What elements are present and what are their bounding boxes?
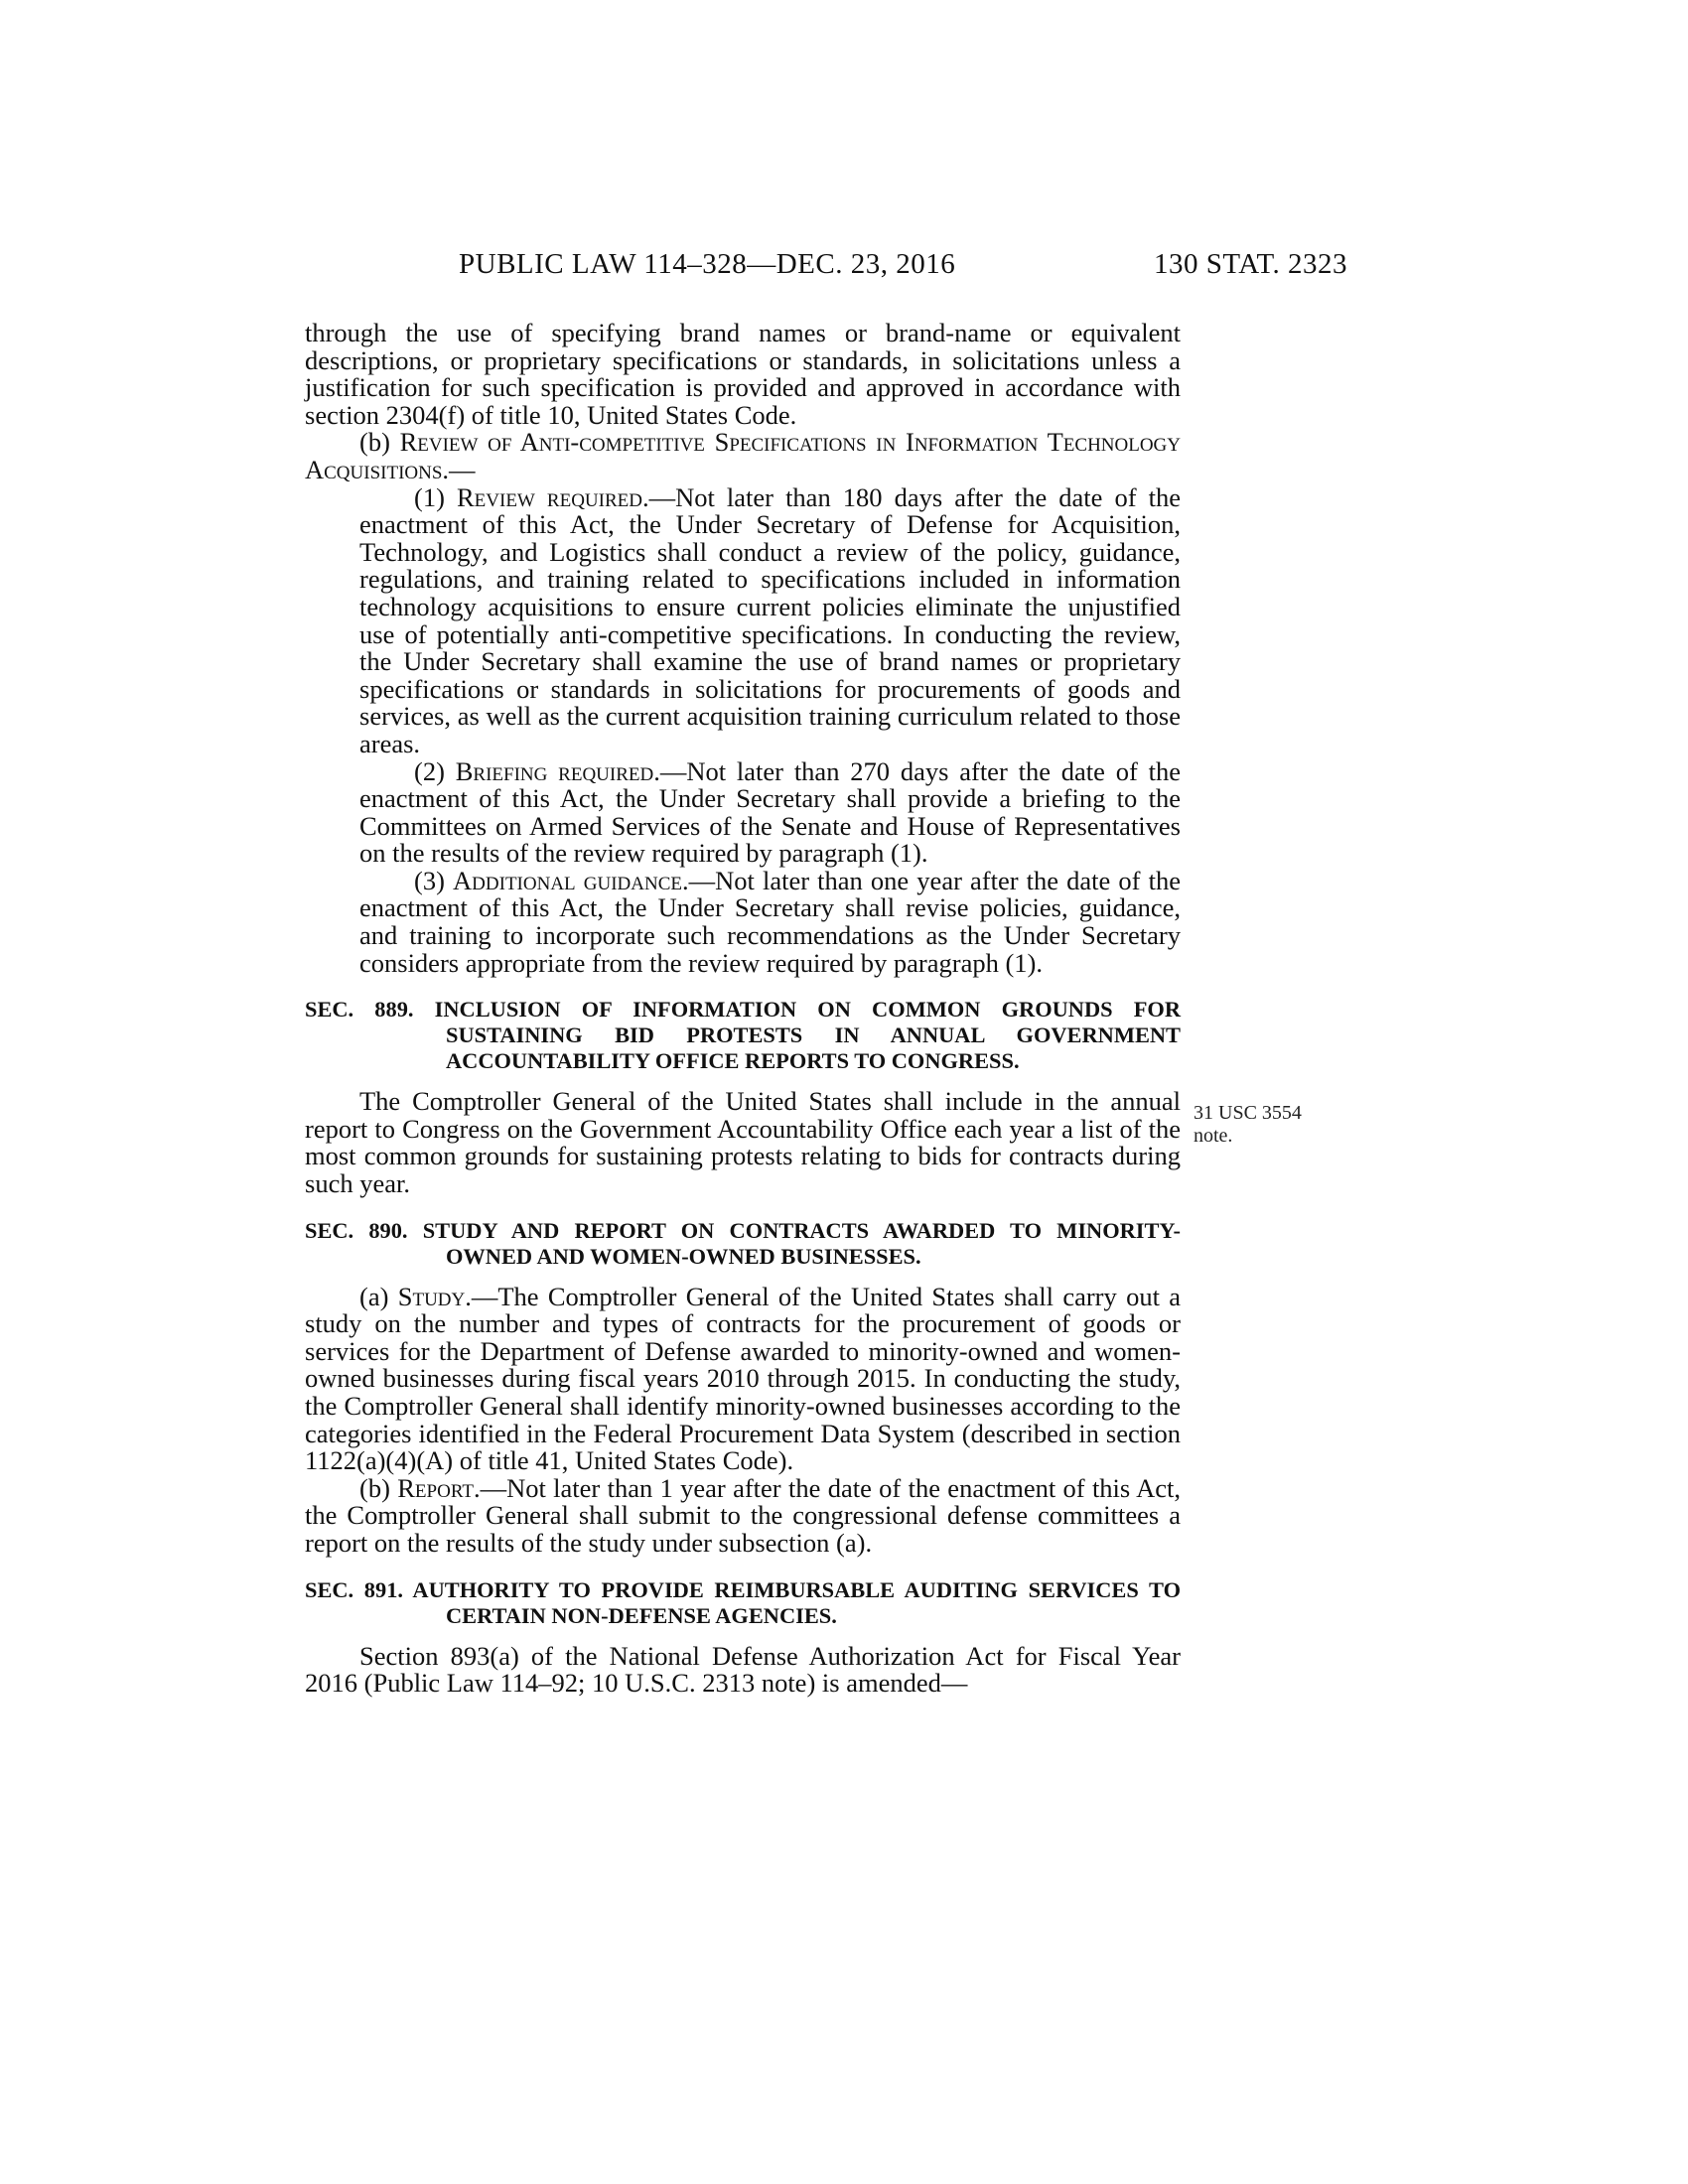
subsection-label: (a) — [359, 1281, 389, 1311]
paragraph-3 — [305, 865, 1182, 978]
paragraph-label: (2) — [414, 755, 445, 786]
paragraph-label: (1) — [414, 481, 445, 512]
em-dash: — — [659, 755, 687, 786]
paragraph-1 — [305, 481, 1182, 758]
subsection-heading: Report. — [397, 1472, 481, 1503]
margin-note-line: note. — [1194, 1125, 1233, 1147]
document-body — [305, 320, 1181, 1698]
em-dash: — — [449, 454, 476, 484]
em-dash: — — [688, 865, 716, 895]
paragraph-heading: Briefing required. — [455, 755, 660, 786]
continuation-paragraph: through the use of specifying brand names or brand-name or equivalent descriptions, or proprietary specifications or standards, in solicitations unless a justification for such specification is provided and approved in accordance with section 2304(f) of title 10, United States Code. — [305, 318, 1181, 430]
section-title: INCLUSION OF INFORMATION ON COMMON GROUNDS FOR SUSTAINING BID PROTESTS IN ANNUAL GOVERNMENT ACCOUNTABILITY OFFICE REPORTS TO CONGRESS. — [434, 997, 1182, 1074]
em-dash: — — [648, 481, 676, 512]
section-889-heading — [305, 997, 1181, 1074]
margin-citation-note — [1194, 1102, 1302, 1148]
em-dash: — — [471, 1281, 498, 1311]
section-number: SEC. 891. — [305, 1576, 403, 1602]
subsection-label: (b) — [359, 427, 390, 458]
paragraph-text: Not later than one year after the date of the enactment of this Act, the Under Secretary shall revise policies, guidance, and training to incorporate such recommendations as the Under Secretary considers appropriate from the review required by paragraph (1). — [359, 865, 1182, 978]
subsection-heading: Review of Anti-competitive Specifications in Information Technology Acquisitions. — [305, 427, 1181, 484]
margin-note-line: 31 USC 3554 — [1194, 1102, 1302, 1124]
section-891-heading — [305, 1577, 1181, 1629]
paragraph-text: Not later than 180 days after the date of the enactment of this Act, the Under Secretary of Defense for Acquisition, Technology, and Logistics shall conduct a review of the policy, guidance, regulations, and training related to specifications included in information technology acquisitions to ensure current policies eliminate the unjustified use of potentially anti-competitive specifications. In conducting the review, the Under Secretary shall examine the use of brand names or proprietary specifications or standards in solicitations for procurements of goods and services, as well as the current acquisition training curriculum related to those areas. — [359, 481, 1182, 758]
section-title: AUTHORITY TO PROVIDE REIMBURSABLE AUDITING SERVICES TO CERTAIN NON-DEFENSE AGENCIES. — [412, 1576, 1182, 1628]
section-number: SEC. 890. — [305, 1217, 408, 1243]
subsection-heading: Study. — [397, 1281, 472, 1311]
section-889-text: The Comptroller General of the United States shall include in the annual report to Congress on the Government Accountability Office each year a list of the most common grounds for sustaining protests relating to bids for contracts during such year. — [305, 1086, 1181, 1199]
section-890-subsection-a — [305, 1281, 1181, 1476]
subsection-text: Not later than 1 year after the date of the enactment of this Act, the Comptroller General shall submit to the congressional defense committees a report on the results of the study under subsection (a). — [305, 1472, 1181, 1558]
em-dash: — — [480, 1472, 507, 1503]
paragraph-heading: Review required. — [456, 481, 649, 512]
subsection-text: The Comptroller General of the United States shall carry out a study on the number and types of contracts for the procurement of goods or services for the Department of Defense awarded to minority-owned and women-owned businesses during fiscal years 2010 through 2015. In conducting the study, the Comptroller General shall identify minority-owned businesses according to the categories identified in the Federal Procurement Data System (described in section 1122(a)(4)(A) of title 41, United States Code). — [305, 1281, 1181, 1476]
section-891-text: Section 893(a) of the National Defense Authorization Act for Fiscal Year 2016 (Public Law 114–92; 10 U.S.C. 2313 note) is amended— — [305, 1640, 1181, 1699]
paragraph-label: (3) — [414, 865, 445, 895]
paragraph-2 — [305, 755, 1182, 869]
paragraph-heading: Additional guidance. — [453, 865, 689, 895]
subsection-b-heading — [305, 429, 1181, 483]
statute-page-reference: 130 STAT. 2323 — [1154, 248, 1348, 280]
section-890-heading — [305, 1218, 1181, 1270]
page-header — [0, 248, 1688, 288]
section-title: STUDY AND REPORT ON CONTRACTS AWARDED TO MINORITY-OWNED AND WOMEN-OWNED BUSINESSES. — [422, 1217, 1182, 1269]
section-890-subsection-b — [305, 1472, 1181, 1558]
running-head: PUBLIC LAW 114–328—DEC. 23, 2016 — [459, 248, 956, 280]
subsection-label: (b) — [359, 1472, 390, 1503]
paragraph-text: Not later than 270 days after the date of the enactment of this Act, the Under Secretary shall provide a briefing to the Committees on Armed Services of the Senate and House of Representatives on the results of the review required by paragraph (1). — [359, 755, 1182, 869]
section-number: SEC. 889. — [305, 997, 414, 1023]
